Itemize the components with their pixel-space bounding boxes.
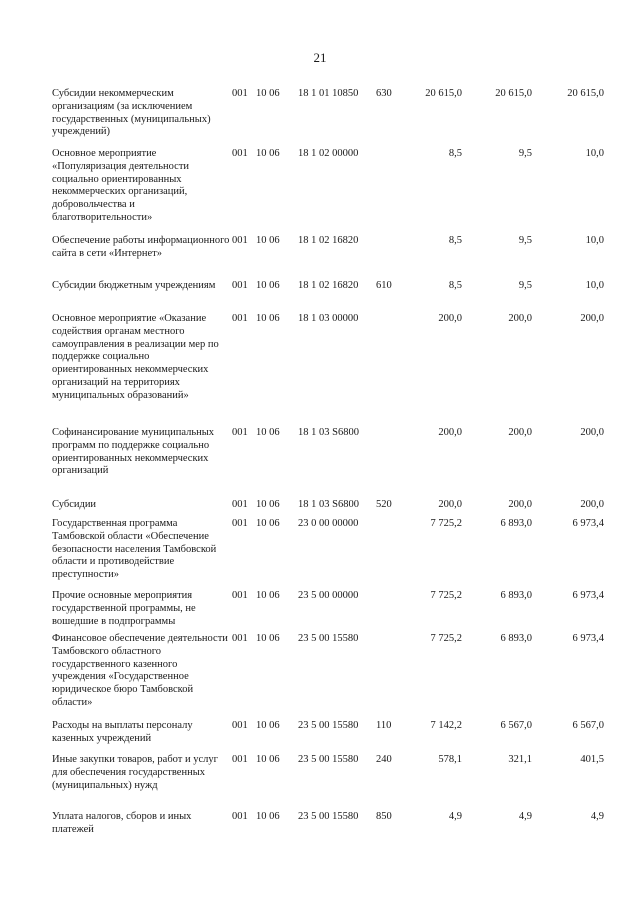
amount-year-1: 8,5: [448, 235, 462, 246]
amount-year-3: 6 567,0: [572, 720, 604, 731]
row-name: Субсидии: [52, 499, 97, 510]
row-name: Финансовое обеспечение деятельности Тамбовского областного государственного казенного учреждения «Государственное юридическое бюро Тамбовской области»: [52, 633, 228, 708]
amount-year-1: 200,0: [438, 313, 462, 324]
amount-year-3: 6 973,4: [572, 590, 604, 601]
expense-type: 850: [376, 811, 392, 822]
amount-year-3: 4,9: [590, 811, 604, 822]
amount-year-1: 8,5: [448, 280, 462, 291]
amount-year-3: 6 973,4: [572, 518, 604, 529]
amount-year-3: 200,0: [580, 499, 604, 510]
ministry-code: 001: [232, 427, 248, 438]
ministry-code: 001: [232, 590, 248, 601]
target-article: 18 1 01 10850: [298, 88, 359, 99]
amount-year-1: 200,0: [438, 427, 462, 438]
row-name: Иные закупки товаров, работ и услуг для обеспечения государственных (муниципальных) нужд: [52, 754, 218, 791]
row-name: Софинансирование муниципальных программ по поддержке социально ориентированных некоммерческих организаций: [52, 427, 215, 477]
amount-year-2: 321,1: [508, 754, 532, 765]
expense-type: 610: [376, 280, 392, 291]
row-name: Уплата налогов, сборов и иных платежей: [52, 811, 192, 835]
amount-year-2: 200,0: [508, 427, 532, 438]
section-code: 10 06: [256, 148, 280, 159]
row-name: Государственная программа Тамбовской области «Обеспечение безопасности населения Тамбовской области и противодействие преступности»: [52, 518, 217, 581]
target-article: 23 5 00 00000: [298, 590, 359, 601]
expense-type: 630: [376, 88, 392, 99]
section-code: 10 06: [256, 235, 280, 246]
section-code: 10 06: [256, 88, 280, 99]
amount-year-3: 200,0: [580, 313, 604, 324]
amount-year-1: 7 725,2: [430, 590, 462, 601]
target-article: 18 1 02 16820: [298, 235, 359, 246]
amount-year-1: 200,0: [438, 499, 462, 510]
target-article: 23 5 00 15580: [298, 811, 359, 822]
ministry-code: 001: [232, 811, 248, 822]
amount-year-1: 4,9: [448, 811, 462, 822]
row-name: Субсидии некоммерческим организациям (за исключением государственных (муниципальных) учреждений): [52, 88, 211, 138]
amount-year-3: 6 973,4: [572, 633, 604, 644]
amount-year-1: 20 615,0: [425, 88, 462, 99]
section-code: 10 06: [256, 754, 280, 765]
section-code: 10 06: [256, 720, 280, 731]
amount-year-1: 7 725,2: [430, 633, 462, 644]
ministry-code: 001: [232, 148, 248, 159]
amount-year-1: 7 725,2: [430, 518, 462, 529]
amount-year-2: 6 893,0: [500, 633, 532, 644]
row-name: Основное мероприятие «Популяризация деятельности социально ориентированных некоммерческих организаций, добровольчества и благотворительности»: [52, 148, 190, 223]
amount-year-3: 10,0: [585, 280, 604, 291]
ministry-code: 001: [232, 499, 248, 510]
row-name: Расходы на выплаты персоналу казенных учреждений: [52, 720, 193, 744]
amount-year-2: 9,5: [518, 148, 532, 159]
expense-type: 110: [376, 720, 392, 731]
amount-year-2: 6 893,0: [500, 518, 532, 529]
target-article: 23 5 00 15580: [298, 633, 359, 644]
target-article: 18 1 03 00000: [298, 313, 359, 324]
row-name: Субсидии бюджетным учреждениям: [52, 280, 216, 291]
section-code: 10 06: [256, 280, 280, 291]
section-code: 10 06: [256, 811, 280, 822]
section-code: 10 06: [256, 427, 280, 438]
amount-year-2: 9,5: [518, 235, 532, 246]
expense-type: 520: [376, 499, 392, 510]
section-code: 10 06: [256, 518, 280, 529]
page-number: 21: [313, 50, 327, 65]
row-name: Обеспечение работы информационного сайта в сети «Интернет»: [52, 235, 230, 259]
amount-year-2: 200,0: [508, 499, 532, 510]
ministry-code: 001: [232, 633, 248, 644]
ministry-code: 001: [232, 518, 248, 529]
section-code: 10 06: [256, 633, 280, 644]
target-article: 18 1 02 00000: [298, 148, 359, 159]
amount-year-1: 8,5: [448, 148, 462, 159]
amount-year-1: 578,1: [438, 754, 462, 765]
amount-year-3: 20 615,0: [567, 88, 604, 99]
ministry-code: 001: [232, 313, 248, 324]
amount-year-2: 9,5: [518, 280, 532, 291]
section-code: 10 06: [256, 499, 280, 510]
target-article: 18 1 02 16820: [298, 280, 359, 291]
ministry-code: 001: [232, 88, 248, 99]
amount-year-2: 200,0: [508, 313, 532, 324]
amount-year-2: 6 893,0: [500, 590, 532, 601]
section-code: 10 06: [256, 590, 280, 601]
row-name: Основное мероприятие «Оказание содействия органам местного самоуправления в реализации мер по поддержке социально ориентированных некоммерческих организаций на территориях муниципальных образований»: [52, 313, 219, 401]
target-article: 18 1 03 S6800: [298, 499, 359, 510]
target-article: 23 0 00 00000: [298, 518, 359, 529]
amount-year-3: 10,0: [585, 235, 604, 246]
amount-year-3: 401,5: [580, 754, 604, 765]
expense-type: 240: [376, 754, 392, 765]
row-name: Прочие основные мероприятия государственной программы, не вошедшие в подпрограммы: [52, 590, 196, 627]
section-code: 10 06: [256, 313, 280, 324]
amount-year-2: 4,9: [518, 811, 532, 822]
amount-year-3: 200,0: [580, 427, 604, 438]
amount-year-3: 10,0: [585, 148, 604, 159]
amount-year-2: 6 567,0: [500, 720, 532, 731]
ministry-code: 001: [232, 754, 248, 765]
ministry-code: 001: [232, 720, 248, 731]
amount-year-2: 20 615,0: [495, 88, 532, 99]
target-article: 23 5 00 15580: [298, 720, 359, 731]
target-article: 23 5 00 15580: [298, 754, 359, 765]
amount-year-1: 7 142,2: [430, 720, 462, 731]
ministry-code: 001: [232, 280, 248, 291]
target-article: 18 1 03 S6800: [298, 427, 359, 438]
ministry-code: 001: [232, 235, 248, 246]
